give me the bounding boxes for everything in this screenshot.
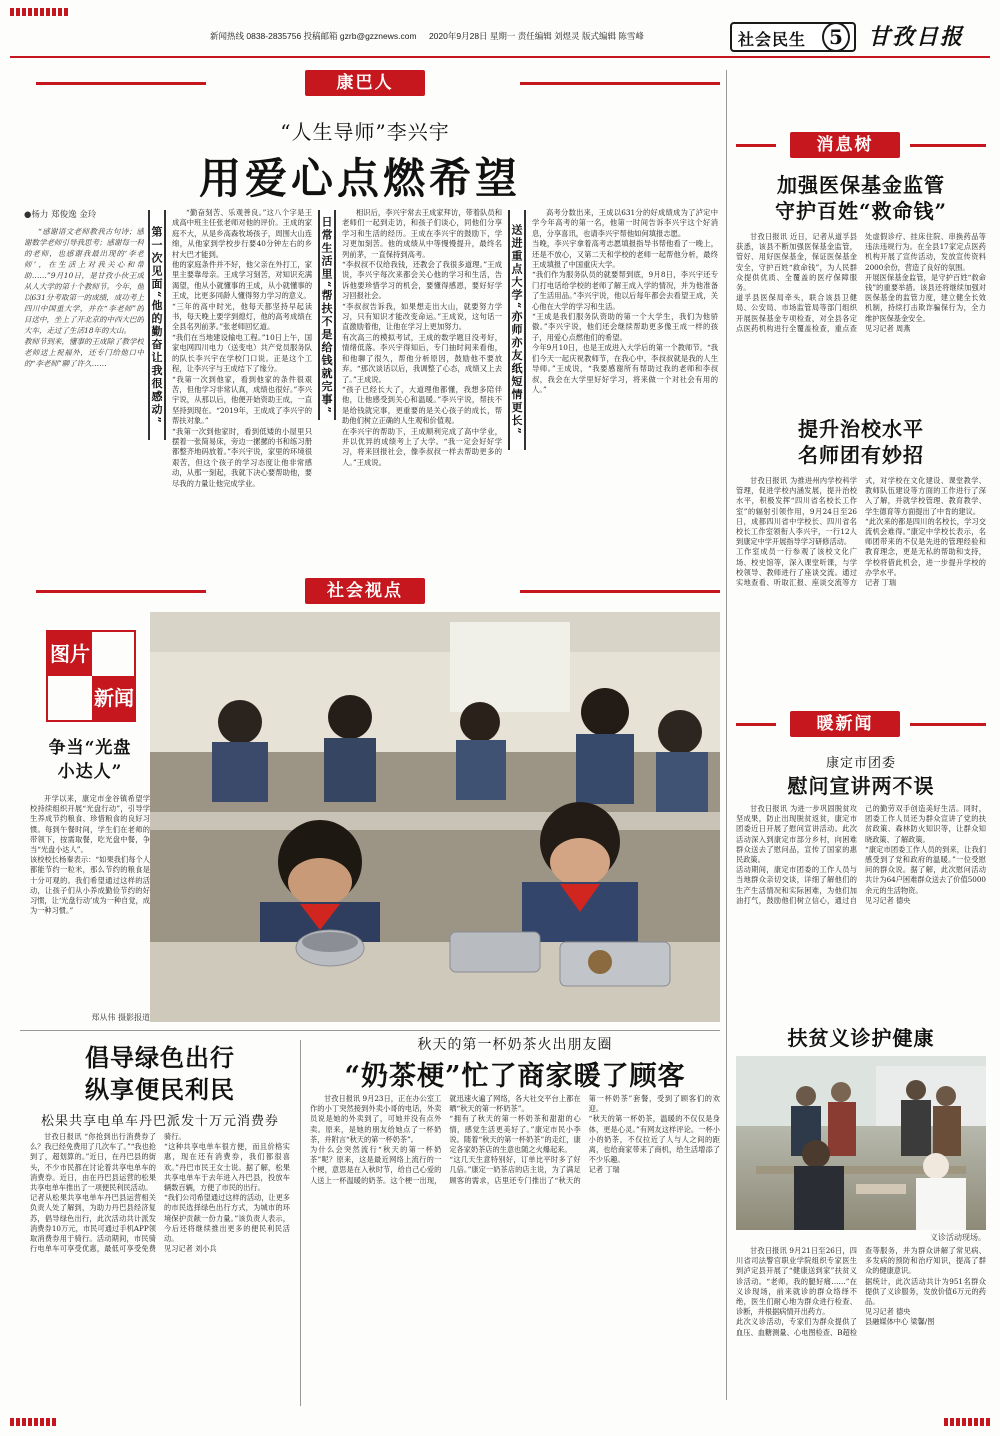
article-title-kangding: 慰问宣讲两不误 [787,774,935,798]
section-badge [730,22,856,52]
photo-news-title: 争当“光盘 小达人” [48,738,132,782]
kangba-column-2: 相识后，李兴宇常去王成家拜访，带着队员和老师们一起到走访，和孩子们谈心，同他们分享学习和生活的经历。王成在李兴宇的鼓励下，学习更加刻苦。他的成绩从中等慢慢提升，最终名列前茅，一直保持到高考。 “李叔叔不仅给我钱，还教会了我很多道理。”王成说，李兴宇每次来都会关心他的学习和生活，告诉他要珍惜学习的机会，要懂得感恩，要好好学习回报社会。 “李叔叔告诉我，如果想走出大山，就要努力学习，只有知识才能改变命运。”王成说，这句话一直激励着他，让他在学习上更加努力。 有次高三的模拟考试，王成的数学题目没考好，情绪低落。李兴宇得知后，专门抽时间来看他，和他聊了很久，帮他分析原因，鼓励他不要放弃。“那次谈话以后，我调整了心态，成绩又上去了。”王成说。 “孩子已经长大了，大道理他都懂，我想多陪伴他，让他感受到关心和温暖。”李兴宇说，帮扶不是给钱就完事，更重要的是关心孩子的成长，帮助他们树立正确的人生观和价值观。 在李兴宇的帮助下，王成顺利完成了高中学业，并以优异的成绩考上了大学。“我一定会好好学习，将来回报社会，像李叔叔一样去帮助更多的人。”王成说。 [342,208,502,467]
footer-stripe-left [10,1418,56,1426]
xiaoxishu-banner: 消息树 [790,132,900,158]
kangba-column-1: “勤奋刻苦、乐观善良。”这八个字是王成高中班主任张老师对他的评价。王成的家庭不大，从是乡高森牧场孩子，周围大山连绵，从他家到学校步行要40分钟左右的乡村大巴才能到。 他的家庭条件并不好，他父亲在外打工，家里主要靠母亲。王成学习刻苦，对知识充满渴望，他从小就懂事的王成，从小就懂事的王成，比更多同龄人懂得努力学习的意义。 “三年的高中时光，他每天都坚持早起读书，每天晚上要学到熄灯，他的高考成绩在全县名列前茅。”张老师回忆道。 “我们在当地建设输电工程。”10日上午，国家电网四川电力（送变电）共产党员服务队的队长李兴宇在学校门口说。正是这个工程，让李兴宇与王成结下了缘分。 “我第一次到他家，看到他家的条件很艰苦，但他学习非常认真，成绩也很好。”李兴宇说，从那以后，他便开始资助王成，一直坚持到现在。“2019年，王成成了李兴宇的帮扶对象。” “我第一次到他家时，看到低矮的小屋里只摆着一张简易床，旁边一摞摞的书和练习册都整齐地码放着。”李兴宇说，家里的环境很艰苦，但这个孩子的学习态度让他非常感动，从那一刻起，我就下决心要帮助他，要尽我的力量让他完成学业。 [172,208,312,488]
masthead-logo: 甘孜日报 [868,24,965,50]
kangba-column-3: 高考分数出来，王成以631分的好成绩成为了泸定中学今年高考的第一名，他第一时间告诉李兴宇这个好消息，分享喜讯，也请李兴宇帮他如何填报志愿。 当晚，李兴宇拿着高考志愿填报指导书帮他看了一晚上，还是不放心，又第二天和学校的老师一起帮他分析，最终王成填报了中国重庆大学。 “我们作为服务队员的就要帮到底，9月8日，李兴宇还专门打电话给学校的老师了解王成入学的情况，并为他准备了生活用品。”李兴宇说，他以后每年都会去看望王成，关心他在大学的学习和生活。 “王成是我们服务队资助的第一个大学生，我们为他骄傲。”李兴宇说，他们还会继续帮助更多像王成一样的孩子，用爱心点燃他们的希望。 今年9月10日，也是王成进入大学后的第一个教师节。“我们今天一起庆祝教师节，在我心中，李叔叔就是我的人生导师。”王成说，“我要感谢所有帮助过我的老师和李叔叔，我会在大学里好好学习，将来做一个对社会有用的人。” [532,208,718,394]
article-body-medical-insurance: 甘孜日报讯 近日，记者从道孚县获悉，该县不断加强医保基金监管，管好、用好医保基金，保证医保基金安全，守护百姓“救命钱”，为人民群众提供优质、全覆盖的医疗保障服务。 道孚县医保局牵头，联合该县卫健局、公安局、市场监管局等部门组织开展医保基金专项检查，对全县各定点医药机构进行全覆盖检查，重点查处虚假诊疗、挂床住院、串换药品等违法违规行为。在全县17家定点医药机构开展了宣传活动，发放宣传资料2000余份，营造了良好的氛围。 开展医保基金监管，是守护百姓“救命钱”的重要举措。该县还将继续加强对医保基金的监管力度，建立健全长效机制，持续打击欺诈骗保行为，全力维护医保基金安全。 见习记者 周燕 [736,232,986,333]
nuan-banner: 暖新闻 [790,711,900,737]
header-info-line [210,30,710,42]
photo-news-body: 开学以来，康定市金谷镇希望学校持续组织开展“光盘行动”，引导学生养成节约粮食、珍惜粮食的良好习惯。每到午餐时间，学生们在老师的带领下，按需取餐，吃光盘中餐，争当“光盘小达人”。 该校校长杨秦表示：“如果我们每个人都能节约一粒米，那么节约的粮食是十分可观的。我们希望通过这样的活动，让孩子们从小养成勤俭节约的好习惯，让‘光盘行动’成为一种自觉，成为一种习惯。” [30,794,150,916]
header-rule [10,56,990,58]
banner-line-left [36,590,206,593]
banner-line-left [36,82,206,85]
students-lunch-illustration [150,612,720,1022]
article-body-milk-tea: 甘孜日报讯 9月23日，正在办公室工作的小丁突然接到外卖小哥的电话，外卖员说是她的外卖到了，可她并没有点外卖。原来，是她的朋友给她点了一杯奶茶，并附言“秋天的第一杯奶茶”。 为什么会突然流行“秋天的第一杯奶茶”呢？原来，这是最近网络上流行的一个梗，意思是在入秋时节，给自己心爱的人送上一杯温暖的奶茶。这个梗一出现，就迅速火遍了网络，各大社交平台上都在晒“秋天的第一杯奶茶”。 “拥有了秋天的第一杯奶茶和甜甜的心情，感觉生活更美好了。”康定市民小李说。随着“秋天的第一杯奶茶”的走红，康定各家奶茶店的生意也随之火爆起来。 “这几天生意特别好，订单比平时多了好几倍。”康定一奶茶店的店主说，为了满足顾客的需求，店里还专门推出了“秋天的第一杯奶茶”套餐，受到了顾客们的欢迎。 “秋天的第一杯奶茶，温暖的不仅仅是身体，更是心灵。”有网友这样评论。一杯小小的奶茶，不仅拉近了人与人之间的距离，也给商家带来了商机，给生活增添了不少乐趣。 记者 丁瑞 [310,1094,720,1185]
photo-news-tag-2: 新闻 [92,676,136,720]
photo-news-tag-1: 图片 [48,632,92,676]
article-body-school-governance: 甘孜日报讯 为推进州内学校科学管理，促进学校内涵发展，提升治校水平，积极发挥“四川省名校长工作室”的辐射引领作用，9月24日至26日，成都四川省中学校长、四川省名校长工作室领衔人李兴宇，一行12人到康定中学开展指导学习研修活动。 工作室成员一行参观了该校文化广场、校史馆等，深入课堂听课，与学校领导、教师进行了座谈交流。通过实地查看、听取汇报、座谈交流等方式，对学校在文化建设、课堂教学、教师队伍建设等方面的工作进行了深入了解，并就学校管理、教育教学、学生德育等方面提出了中肯的建议。 “此次来的都是四川的名校长，学习交流机会难得。”康定中学校长表示，名师团带来的不仅是先进的管理经验和教育理念，更是无私的帮助和支持，学校将借此机会，进一步提升学校的办学水平。 记者 丁瑞 [736,476,986,588]
article-kicker-kangding: 康定市团委 [825,756,896,771]
kangba-intro: “感谢语文老师教我古句诗；感谢数学老师引导我思考；感谢每一科的老师，也感谢我最出现的‘李老师’，在生活上对我关心和帮助……”9月10日，是甘孜小伙王成从人大学的第十个教师节。今年，他以631分考取第一的成绩，成功考上四川中国重大学，并在“李老师”的目送中，坐上了开北京的中西大巴的大车，走过了生活18年的大山。 教师节到来，懂事的王成除了教学校老师送上祝福外，还专门给他口中的“李老师”聊了许久…… [24,227,144,368]
page-number: 5 [822,22,850,52]
article-body-free-clinic: 甘孜日报讯 9月21日至26日，四川省司法警官职业学院组织专家医生到泸定县开展了“健康送到家”扶贫义诊活动。“老师，我的腿好痛……”在义诊现场，前来就诊的群众络绎不绝，医生们耐心地为群众进行检查、诊断，并根据病情开出药方。 此次义诊活动，专家们为群众提供了血压、血糖测量、心电图检查、B超检查等服务，并为群众讲解了常见病、多发病的预防和治疗知识，提高了群众的健康意识。 据统计，此次活动共计为951名群众提供了义诊服务，发放价值6万元的药品。 见习记者 德央 县融媒体中心 梁馨/图 [736,1246,986,1337]
banner-line [736,144,776,147]
banner-line-right [520,590,720,593]
banner-line [910,723,986,726]
column-divider [726,70,727,1400]
article-body-green-travel: 甘孜日报讯 “你抢到出行消费券了么？我已经免费用了几次车了。”“我也抢到了，超划算的。”近日，在丹巴县的街头，不少市民都在讨论着共享电单车的消费券。近日，由在丹巴县运营的松果共享电单车推出了一项便民利民活动。 记者从松果共享电单车丹巴县运营相关负责人处了解到，为助力丹巴县经济复苏，倡导绿色出行，此次活动共计派发消费券10万元，市民可通过手机APP领取消费券用于骑行。活动期间，市民骑行电单车可享受优惠，最低可享受免费骑行。 “这种共享电单车很方便，而且价格实惠，现在还有消费券，我们都很喜欢。”丹巴市民王女士说。据了解，松果共享电单车于去年进入丹巴县，投放车辆数百辆，方便了市民的出行。 “我们公司希望通过这样的活动，让更多的市民选择绿色出行方式，为城市的环境保护贡献一份力量。”该负责人表示，今后还将继续推出更多的便民利民活动。 见习记者 刘小兵 [30,1132,290,1254]
photo-news-tag [46,630,136,722]
students-lunch-photo [150,612,720,1022]
decorative-stripe [10,8,70,16]
article-body-kangding: 甘孜日报讯 为进一步巩固脱贫攻坚成果，防止出现脱贫返贫，康定市团委近日开展了慰问宣讲活动。此次活动深入到康定市部分乡村，向困难群众送去了慰问品，宣传了国家的惠民政策。 活动期间，康定市团委的工作人员与当地群众亲切交谈，详细了解他们的生产生活情况和实际困难，为他们加油打气，鼓励他们树立信心，通过自己的勤劳双手创造美好生活。同时，团委工作人员还为群众宣讲了党的扶贫政策、森林防火知识等，让群众知晓政策、了解政策。 “康定市团委工作人员的到来，让我们感受到了党和政府的温暖。”一位受慰问的群众说。据了解，此次慰问活动共计为64户困难群众送去了价值5000余元的生活物资。 见习记者 德央 [736,804,986,905]
banner-line-right [520,82,720,85]
banner-line [910,144,986,147]
article-subtitle-green-travel: 松果共享电单车丹巴派发十万元消费券 [40,1114,279,1129]
section-name: 社会民生 [738,30,807,49]
free-clinic-photo [736,1056,986,1230]
kangba-banner: 康巴人 [305,70,425,96]
shehui-banner: 社会视点 [305,578,425,604]
free-clinic-caption: 义诊活动现场。 [930,1233,986,1242]
header-date-line: 2020年9月28日 星期一 责任编辑 刘煜灵 版式编辑 陈雪峰 [428,31,644,41]
kangba-byline: ●杨力 郑俊逸 金玲 [24,210,97,220]
free-clinic-illustration [736,1056,986,1230]
photo-credit: 郑从伟 摄影报道 [91,1013,150,1022]
article-divider [300,1040,301,1406]
header-hotline: 新闻热线 0838-2835756 投稿邮箱 gzrb@gzznews.com [210,31,417,41]
page-header [0,0,1000,64]
article-kicker-milk-tea: 秋天的第一杯奶茶火出朋友圈 [417,1037,613,1053]
kangba-kicker: “人生导师”李兴宇 [280,120,450,144]
section-divider [20,1030,720,1031]
article-title-free-clinic: 扶贫义诊护健康 [787,1026,935,1050]
footer-stripe-right [944,1418,990,1426]
article-title-medical-insurance: 加强医保基金监管 守护百姓“救命钱” [774,173,947,223]
banner-line [736,723,776,726]
article-title-school-governance: 提升治校水平 名师团有妙招 [798,417,924,467]
article-title-green-travel: 倡导绿色出行 纵享便民利民 [85,1043,235,1104]
kangba-subhead-3: 送进重点大学“亦师亦友纸短情更长” [508,210,526,450]
kangba-headline: 用爱心点燃希望 [198,154,521,203]
kangba-subhead-2: 日常生活里“帮扶不是给钱就完事” [318,210,336,420]
article-title-milk-tea: “奶茶梗”忙了商家暖了顾客 [344,1061,686,1092]
kangba-subhead-1: 第一次见面“他的勤奋让我很感动” [148,210,166,440]
